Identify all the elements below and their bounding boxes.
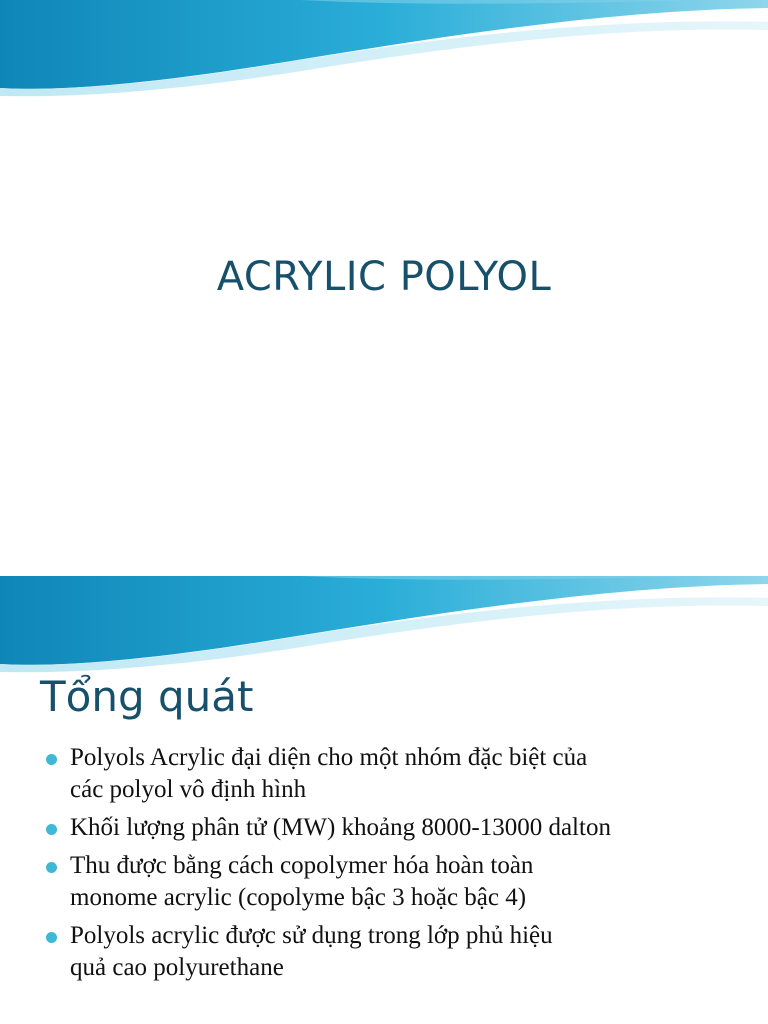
bullet-line: Polyols Acrylic đại diện cho một nhóm đặc biệt của [70, 744, 588, 771]
list-item [44, 812, 744, 844]
header-wave-graphic [0, 576, 768, 676]
bullet-line: Khối lượng phân tử (MW) khoảng 8000-13000 dalton [70, 814, 611, 841]
list-item [44, 920, 744, 984]
bullet-icon [46, 932, 57, 943]
bullet-line: các polyol vô định hình [70, 776, 307, 803]
list-item [44, 742, 744, 806]
bullet-line: quả cao polyurethane [70, 954, 284, 981]
bullet-line: Thu được bằng cách copolymer hóa hoàn toàn [70, 852, 534, 879]
bullet-list [44, 742, 744, 990]
slide-title: ACRYLIC POLYOL [216, 254, 552, 300]
bullet-line: Polyols acrylic được sử dụng trong lớp phủ hiệu [70, 922, 553, 949]
list-item [44, 850, 744, 914]
bullet-line: monome acrylic (copolyme bậc 3 hoặc bậc 4) [70, 884, 527, 911]
bullet-icon [46, 754, 57, 765]
slide-heading: Tổng quát [40, 672, 254, 721]
bullet-icon [46, 862, 57, 873]
bullet-icon [46, 824, 57, 835]
header-wave-graphic [0, 0, 768, 100]
content-slide [0, 576, 768, 1024]
